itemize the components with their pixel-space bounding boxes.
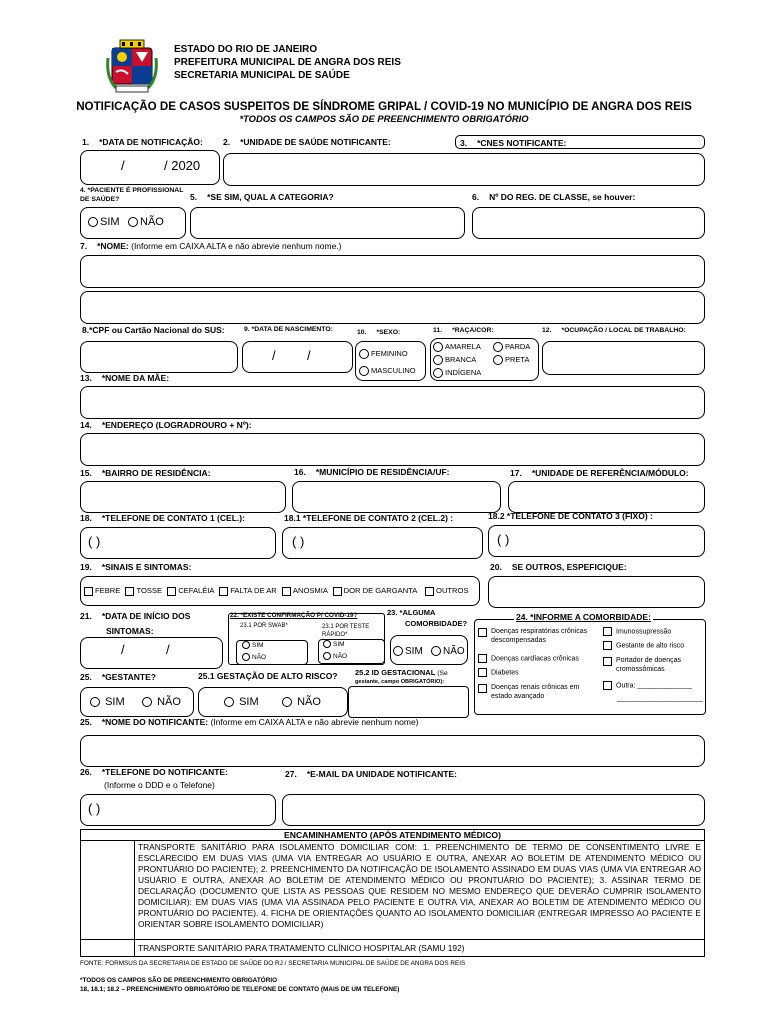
- label-swab: 23.1 POR SWAB*: [240, 623, 288, 629]
- cnes-label-frame: [455, 135, 705, 149]
- label-nome-notificante: 25. *NOME DO NOTIFICANTE: (Informe em CAIXA ALTA e não abrevie nenhum nome): [80, 717, 419, 727]
- gestante-sim-radio[interactable]: SIM: [90, 696, 125, 708]
- header-secretaria: SECRETARIA MUNICIPAL DE SAÚDE: [174, 70, 350, 81]
- comorbidade-cromossomicas-checkbox[interactable]: Portador de doenças cromossômicas: [603, 656, 703, 674]
- sexo-masculino-radio[interactable]: MASCULINO: [359, 365, 416, 377]
- nome-mae-input[interactable]: [80, 386, 705, 419]
- header-prefeitura: PREFEITURA MUNICIPAL DE ANGRA DOS REIS: [174, 57, 401, 68]
- label-data-notificacao: 1. *DATA DE NOTIFICAÇÃO:: [82, 137, 203, 147]
- label-id-gestacional-note: gestante, campo OBRIGATÓRIO):: [355, 679, 445, 685]
- label-id-gestacional: 25.2 ID GESTACIONAL (Se: [355, 668, 448, 677]
- label-telefone-3: 18.2 *TELEFONE DE CONTATO 3 (FIXO) :: [488, 511, 653, 521]
- label-municipio: 16. *MUNICÍPIO DE RESIDÊNCIA/UF:: [294, 467, 450, 477]
- label-comorbidade: 23. *ALGUMA: [387, 608, 436, 617]
- inicio-sintomas-sep1: /: [121, 642, 125, 657]
- nascimento-sep1: /: [272, 348, 276, 363]
- nome-input-2[interactable]: [80, 291, 705, 324]
- encaminhamento-check-hospitalar[interactable]: [80, 940, 134, 957]
- comorbidade-cardiacas-checkbox[interactable]: Doenças cardíacas crônicas: [478, 654, 579, 663]
- encaminhamento-hospitalar-text: TRANSPORTE SANITÁRIO PARA TRATAMENTO CLÍNICO HOSPITALAR (SAMU 192): [138, 943, 465, 953]
- label-telefone-1: 18. *TELEFONE DE CONTATO 1 (CEL.):: [80, 513, 245, 523]
- raca-indigena-radio[interactable]: INDÍGENA: [433, 367, 481, 379]
- alto-risco-nao-radio[interactable]: NÃO: [282, 696, 321, 708]
- comorbidade-respiratorias-checkbox[interactable]: Doenças respiratórias crônicas descompensadas: [478, 627, 596, 645]
- raca-branca-radio[interactable]: BRANCA: [433, 354, 476, 366]
- unidade-referencia-input[interactable]: [508, 481, 705, 513]
- encaminhamento-isolamento-text: TRANSPORTE SANITÁRIO PARA ISOLAMENTO DOMICILIAR COM: 1. PREENCHIMENTO DE TERMO DE CONSENTIMENTO LIVRE E ESCLARECIDO EM DUAS VIAS (UMA VIA ENTREGAR AO USUÁRIO E OUTRA, ANEXAR AO BOLETIM DE ATENDIMENTO MÉDICO OU PRONTUÁRIO DO PACIENTE); 2. PREENCHIMENTO DA NOTIFICAÇÃO DE ISOLAMENTO ASSINADO EM DUAS VIAS (UMA VIA ENTREGAR AO USUÁRIO E OUTRA, ANEXAR AO BOLETIM DE ATENDIMENTO MÉDICO OU PRONTUÁRIO DO PACIENTE); 3. ASSINAR TERMO DE DECLARAÇÃO (DOCUMENTO QUE LISTA AS PESSOAS QUE RESIDEM NO MESMO ENDEREÇO QUE DEVERÃO CUMPRIR ISOLAMENTO DOMICILIAR): EM DUAS VIAS (UMA VIA ASSINADA PELO PACIENTE E OUTRA VIA, ANEXAR AO BOLETIM DE ATENDIMENTO MÉDICO OU PRONTUÁRIO DO PACIENTE). 4. FICHA DE ORIENTAÇÕES QUANTO AO ISOLAMENTO DOMICILIAR (ENTREGAR IMPRESSO AO PACIENTE E ORIENTAR SOBRE ISOLAMENTO DOMICILIAR): [138, 842, 701, 929]
- reg-classe-input[interactable]: [472, 207, 705, 239]
- teste-rapido-nao-radio[interactable]: NÃO: [323, 652, 347, 662]
- coat-of-arms-logo: [106, 38, 158, 94]
- label-ocupacao: 12. *OCUPAÇÃO / LOCAL DE TRABALHO:: [542, 327, 686, 334]
- sintoma-dor-garganta-checkbox[interactable]: DOR DE GARGANTA: [333, 586, 417, 595]
- telefone-1-input[interactable]: [80, 527, 276, 559]
- inicio-sintomas-sep2: /: [166, 642, 170, 657]
- label-outros-especifique: 20. SE OUTROS, ESPEFICIQUE:: [490, 562, 627, 572]
- cpf-input[interactable]: [80, 341, 238, 373]
- gestante-nao-radio[interactable]: NÃO: [142, 696, 181, 708]
- label-unidade-saude: 2. *UNIDADE DE SAÚDE NOTIFICANTE:: [223, 137, 391, 147]
- label-comorbidade-2: COMORBIDADE?: [405, 619, 468, 628]
- data-notificacao-year: / 2020: [164, 158, 201, 173]
- sexo-feminino-radio[interactable]: FEMININO: [359, 348, 408, 360]
- label-profissional-saude: 4. *PACIENTE É PROFISSIONAL DE SAÚDE?: [80, 187, 184, 203]
- profissional-sim-radio[interactable]: SIM: [88, 216, 120, 228]
- header-state: ESTADO DO RIO DE JANEIRO: [174, 44, 318, 55]
- label-sintomas: 19. *SINAIS E SINTOMAS:: [80, 562, 192, 572]
- swab-sim-radio[interactable]: SIM: [242, 641, 264, 651]
- label-inicio-sintomas: 21. *DATA DE INÍCIO DOS: [80, 611, 191, 621]
- sintoma-tosse-checkbox[interactable]: TOSSE: [125, 586, 162, 595]
- telefone-notificante-ddd: ( ): [88, 801, 101, 816]
- outros-especifique-input[interactable]: [488, 576, 705, 608]
- label-nome-mae: 13. *NOME DA MÃE:: [80, 373, 170, 383]
- label-email-unidade: 27. *E-MAIL DA UNIDADE NOTIFICANTE:: [285, 769, 457, 779]
- label-nome: 7. *NOME: (Informe em CAIXA ALTA e não abrevie nenhum nome.): [80, 241, 342, 251]
- sintoma-anosmia-checkbox[interactable]: ANOSMIA: [282, 586, 328, 595]
- footer-fonte: FONTE: FORMSUS DA SECRETARIA DE ESTADO DE SAÚDE DO RJ / SECRETARIA MUNICIPAL DE SAÚDE DE ANGRA DOS REIS: [80, 960, 466, 967]
- id-gestacional-input[interactable]: [348, 686, 469, 718]
- comorbidade-sim-radio[interactable]: SIM: [393, 646, 423, 658]
- encaminhamento-row-divider: [80, 939, 705, 940]
- alto-risco-box: [198, 687, 348, 717]
- label-telefone-notificante-note: (Informe o DDD e o Telefone): [104, 780, 215, 790]
- sintomas-options: [84, 586, 469, 596]
- comorbidade-outra-checkbox[interactable]: Outra: ______________: [603, 681, 692, 690]
- comorbidade-imunossupressao-checkbox[interactable]: Imunossupressão: [603, 627, 671, 636]
- encaminhamento-check-isolamento[interactable]: [80, 841, 134, 939]
- comorbidade-gestante-risco-checkbox[interactable]: Gestante de alto risco: [603, 641, 684, 650]
- comorbidade-outra-line: ______________________: [617, 695, 703, 702]
- label-gestante: 25. *GESTANTE?: [80, 672, 156, 682]
- raca-parda-radio[interactable]: PARDA: [493, 341, 530, 353]
- footer-note-2: 18, 18.1; 18.2 – PREENCHIMENTO OBRIGATÓRIO DE TELEFONE DE CONTATO (MAIS DE UM TELEFONE): [80, 986, 400, 993]
- profissional-nao-radio[interactable]: NÃO: [128, 216, 164, 228]
- sintoma-outros-checkbox[interactable]: OUTROS: [425, 586, 469, 595]
- municipio-input[interactable]: [292, 481, 501, 513]
- label-sexo: 10. *SEXO:: [357, 329, 401, 336]
- unidade-saude-input[interactable]: [223, 153, 705, 186]
- label-cnes: 3. *CNES NOTIFICANTE:: [460, 138, 567, 148]
- label-informe-comorbidade: 24. *INFORME A COMORBIDADE:: [516, 612, 651, 622]
- label-alto-risco: 25.1 GESTAÇÃO DE ALTO RISCO?: [198, 671, 338, 681]
- page-title: NOTIFICAÇÃO DE CASOS SUSPEITOS DE SÍNDROME GRIPAL / COVID-19 NO MUNICÍPIO DE ANGRA DOS REIS: [76, 100, 692, 113]
- label-categoria: 5. *SE SIM, QUAL A CATEGORIA?: [190, 192, 334, 202]
- ocupacao-input[interactable]: [542, 341, 705, 375]
- inicio-sintomas-input[interactable]: [80, 637, 223, 669]
- label-unidade-referencia: 17. *UNIDADE DE REFERÊNCIA/MÓDULO:: [510, 468, 689, 478]
- sintoma-febre-checkbox[interactable]: FEBRE: [84, 586, 120, 595]
- telefone-3-ddd: ( ): [497, 532, 510, 547]
- categoria-input[interactable]: [190, 207, 465, 239]
- teste-rapido-sim-radio[interactable]: SIM: [323, 640, 345, 650]
- label-telefone-notificante: 26. *TELEFONE DO NOTIFICANTE:: [80, 767, 228, 777]
- label-inicio-sintomas-2: SINTOMAS:: [106, 626, 154, 636]
- label-cpf: 8.*CPF ou Cartão Nacional do SUS:: [82, 325, 225, 335]
- bairro-input[interactable]: [80, 481, 286, 513]
- swab-nao-radio[interactable]: NÃO: [242, 653, 266, 663]
- telefone-notificante-input[interactable]: [80, 794, 276, 826]
- telefone-2-ddd: ( ): [292, 534, 305, 549]
- sintoma-falta-ar-checkbox[interactable]: FALTA DE AR: [219, 586, 277, 595]
- encaminhamento-header: ENCAMINHAMENTO (APÓS ATENDIMENTO MÉDICO): [80, 829, 705, 841]
- sintoma-cefaleia-checkbox[interactable]: CEFALÉIA: [167, 586, 214, 595]
- label-confirmacao-covid: 22. *EXISTE CONFIRMAÇÃO P/ COVID-19?: [230, 612, 358, 619]
- comorbidade-diabetes-checkbox[interactable]: Diabetes: [478, 668, 519, 677]
- email-unidade-input[interactable]: [282, 794, 705, 826]
- nascimento-sep2: /: [307, 348, 311, 363]
- telefone-2-input[interactable]: [282, 527, 483, 559]
- data-notificacao-sep: /: [121, 158, 125, 173]
- label-endereco: 14. *ENDEREÇO (LOGRADROURO + Nº):: [80, 420, 252, 430]
- label-telefone-2: 18.1 *TELEFONE DE CONTATO 2 (CEL.2) :: [284, 513, 454, 523]
- telefone-3-input[interactable]: [488, 525, 705, 557]
- comorbidade-nao-radio[interactable]: NÃO: [431, 646, 465, 658]
- nome-notificante-input[interactable]: [80, 735, 705, 767]
- comorbidade-renais-checkbox[interactable]: Doenças renais crônicas em estado avançado: [478, 683, 596, 701]
- telefone-1-ddd: ( ): [88, 534, 101, 549]
- alto-risco-sim-radio[interactable]: SIM: [224, 696, 259, 708]
- label-nascimento: 9. *DATA DE NASCIMENTO:: [244, 326, 333, 333]
- raca-amarela-radio[interactable]: AMARELA: [433, 341, 481, 353]
- label-teste-rapido: 23.1 POR TESTE RÁPIDO*: [322, 624, 370, 638]
- label-bairro: 15. *BAIRRO DE RESIDÊNCIA:: [80, 468, 211, 478]
- label-reg-classe: 6. Nº DO REG. DE CLASSE, se houver:: [472, 192, 636, 202]
- endereco-input[interactable]: [80, 433, 705, 466]
- label-raca: 11. *RAÇA/COR:: [433, 327, 494, 334]
- nascimento-input[interactable]: [242, 341, 353, 373]
- raca-preta-radio[interactable]: PRETA: [493, 354, 529, 366]
- footer-note-1: *TODOS OS CAMPOS SÃO DE PREENCHIMENTO OBRIGATÓRIO: [80, 977, 278, 984]
- page-subtitle: *TODOS OS CAMPOS SÃO DE PREENCHIMENTO OBRIGATÓRIO: [239, 113, 529, 124]
- nome-input-1[interactable]: [80, 255, 705, 288]
